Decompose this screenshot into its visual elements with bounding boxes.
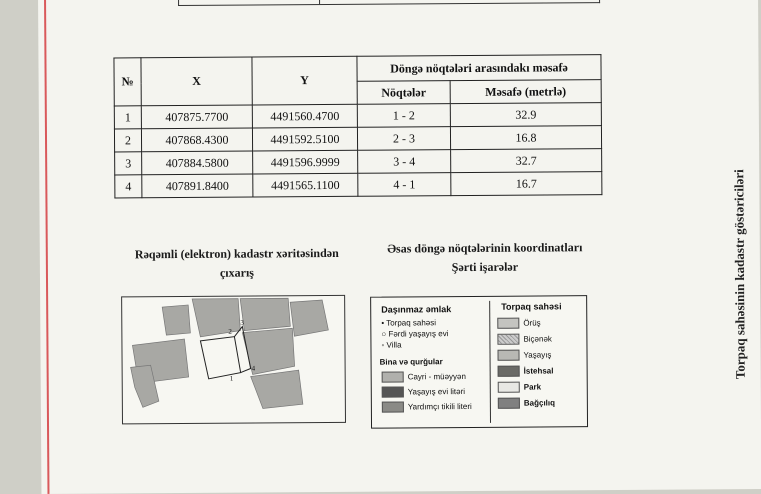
legend-item: Bağçılıq — [523, 398, 556, 408]
row-x: 407891.8400 — [142, 174, 253, 198]
legend-item: Yaşayış — [523, 350, 552, 360]
row-y: 4491596.9999 — [253, 150, 358, 174]
row-y: 4491592.5100 — [252, 127, 357, 151]
row-x: 407875.7700 — [141, 105, 252, 129]
coordinates-table — [113, 54, 602, 198]
legend-item: • Torpaq sahəsi — [381, 318, 437, 328]
document-page — [38, 0, 761, 494]
margin-line — [44, 0, 49, 494]
row-y: 4491560.4700 — [252, 104, 357, 128]
legend-item: Cayri - müəyyən — [407, 372, 466, 382]
table-row — [115, 149, 602, 175]
legend-immovable-title: Daşınmaz əmlak — [381, 304, 452, 315]
row-points: 1 - 2 — [357, 104, 450, 128]
row-num: 2 — [114, 129, 141, 152]
map-point-3: 3 — [240, 318, 244, 327]
header-x: X — [141, 57, 252, 106]
legend-item: ◦ Villa — [381, 340, 402, 350]
cadastral-map — [121, 295, 346, 425]
row-y: 4491565.1100 — [253, 173, 358, 197]
header-distance-group: Döngə nöqtələri arasındakı məsafə — [357, 55, 601, 82]
row-x: 407884.5800 — [142, 151, 253, 175]
row-points: 4 - 1 — [358, 173, 451, 197]
header-distance: Məsafə (metrlə) — [450, 80, 601, 104]
table-row — [115, 172, 602, 198]
map-caption: Rəqəmli (elektron) kadastr xəritəsindən çıxarış — [134, 245, 339, 280]
row-points: 2 - 3 — [357, 127, 450, 151]
row-num: 3 — [115, 152, 142, 175]
row-num: 1 — [114, 106, 141, 129]
top-table-fragment — [178, 0, 600, 6]
row-distance: 32.9 — [450, 103, 601, 127]
map-point-1: 1 — [229, 374, 234, 383]
table-row — [114, 103, 601, 129]
row-distance: 32.7 — [451, 149, 602, 173]
row-x: 407868.4300 — [141, 128, 252, 152]
legend-item: Biçənək — [523, 334, 552, 344]
row-num: 4 — [115, 175, 142, 198]
map-point-2: 2 — [228, 327, 232, 336]
map-point-4: 4 — [251, 364, 256, 373]
table-row — [114, 126, 601, 152]
legend-item: Park — [523, 382, 542, 392]
row-distance: 16.7 — [451, 172, 602, 196]
header-y: Y — [252, 56, 357, 105]
map-legend — [370, 295, 588, 429]
legend-caption: Əsas döngə nöqtələrinin koordinatları Şərti işarələr — [387, 240, 583, 275]
legend-item: Yaşayış evi litəri — [407, 387, 466, 397]
side-heading: Torpaq sahəsinin kadastr göstəriciləri — [731, 169, 748, 380]
header-points: Nöqtələr — [357, 81, 450, 105]
legend-item: Yardımçı tikili literi — [407, 401, 472, 412]
row-distance: 16.8 — [450, 126, 601, 150]
legend-item: ○ Fərdi yaşayış evi — [381, 329, 449, 339]
legend-item: Örüş — [523, 318, 541, 328]
legend-item: İstehsal — [523, 366, 554, 376]
row-points: 3 - 4 — [358, 150, 451, 174]
header-num: № — [114, 58, 141, 106]
legend-buildings-title: Bina və qurğular — [379, 357, 443, 367]
legend-land-title: Torpaq sahəsi — [501, 301, 562, 312]
